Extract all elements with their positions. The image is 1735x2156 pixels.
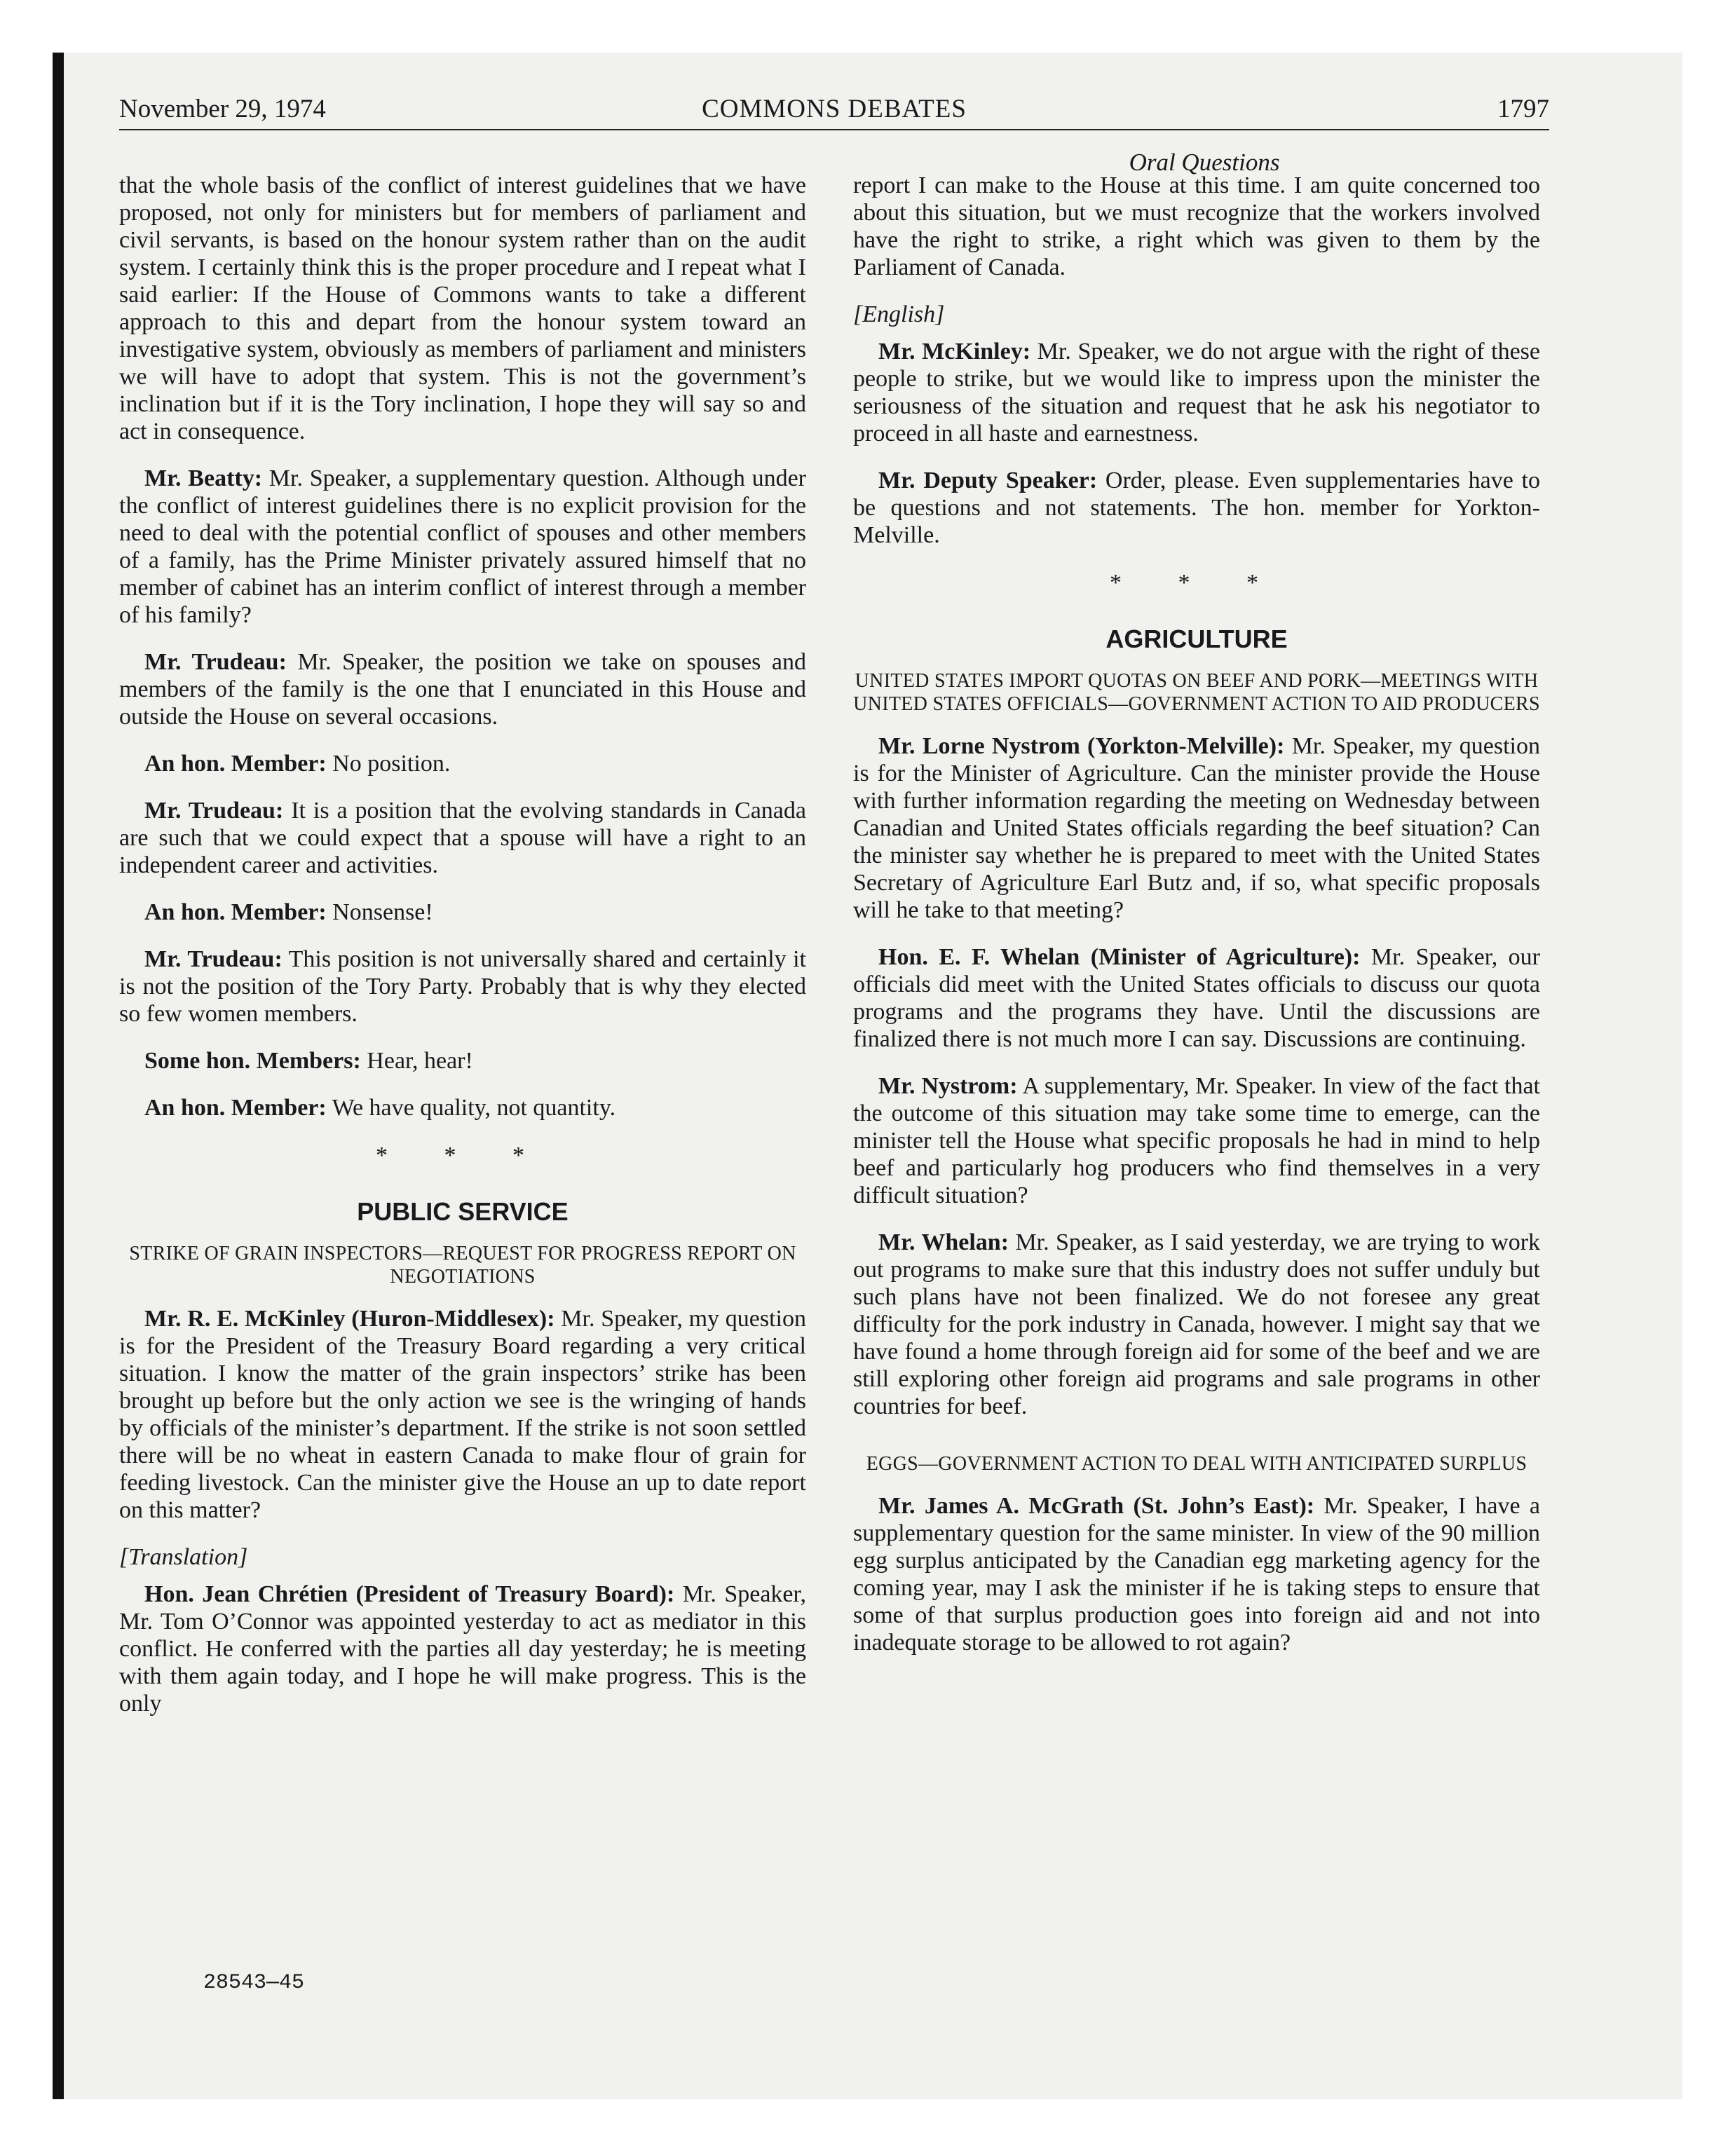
speech bbox=[119, 797, 806, 879]
header-rule bbox=[119, 129, 1549, 130]
speech bbox=[853, 1229, 1540, 1420]
section-title: AGRICULTURE bbox=[1105, 625, 1288, 653]
speaker-name: Hon. Jean Chrétien (President of Treasury Board): bbox=[144, 1581, 675, 1607]
speaker-name: Mr. Trudeau: bbox=[144, 946, 283, 972]
speaker-name: Mr. Trudeau: bbox=[144, 649, 287, 675]
speaker-name: An hon. Member: bbox=[144, 751, 327, 777]
speech-text: Mr. Speaker, I have a supplementary question for the same minister. In view of the 90 million egg surplus anticipated by the Canadian egg marketing agency for the coming year, may I ask the minister if he is taking steps to ensure that some of that surplus production goes into foreign aid and not into inadequate storage to be allowed to rot again? bbox=[853, 1493, 1540, 1656]
scan-edge bbox=[53, 53, 64, 2099]
left-column bbox=[119, 172, 806, 1737]
speech bbox=[119, 899, 806, 926]
speech-text: It is a position that the evolving standards in Canada are such that we could expect that a spouse will have a right to an independent career and activities. bbox=[119, 798, 806, 878]
speaker-name: Mr. Lorne Nystrom (Yorkton-Melville): bbox=[878, 733, 1285, 759]
header-page-number: 1797 bbox=[1497, 95, 1549, 123]
speech bbox=[853, 467, 1540, 549]
speech-text: No position. bbox=[326, 751, 451, 777]
paragraph: that the whole basis of the conflict of interest guidelines that we have proposed, not only for ministers but for members of parliament and civil servants, is based on the honour system rather than on the audit system. I certainly think this is the proper procedure and I repeat what I said earlier: If the House of Commons wants to take a different approach to this and depart from the honour system toward an investigative system, obviously as members of parliament and ministers we will have to adopt that system. This is not the government’s inclination but if it is the Tory inclination, I hope they will say so and act in consequence. bbox=[119, 172, 806, 444]
page-header bbox=[119, 91, 1549, 128]
speech-text: This position is not universally shared and certainly it is not the position of the Tory Party. Probably that is why they elected so few women members. bbox=[119, 946, 806, 1027]
speaker-name: Mr. James A. McGrath (St. John’s East): bbox=[878, 1493, 1315, 1519]
speech bbox=[119, 465, 806, 629]
speaker-name: Hon. E. F. Whelan (Minister of Agriculture): bbox=[878, 944, 1361, 970]
header-journal-title: COMMONS DEBATES bbox=[702, 95, 967, 123]
speech-text: We have quality, not quantity. bbox=[326, 1095, 616, 1121]
section-subtitle: EGGS—GOVERNMENT ACTION TO DEAL WITH ANTICIPATED SURPLUS bbox=[866, 1453, 1528, 1475]
speaker-name: Mr. Beatty: bbox=[144, 465, 263, 491]
speaker-name: Mr. Trudeau: bbox=[144, 798, 284, 824]
speech bbox=[119, 1581, 806, 1717]
section-label: Oral Questions bbox=[1129, 149, 1280, 176]
speech-text: Order, please. Even supplementaries have to be questions and not statements. The hon. member for Yorkton-Melville. bbox=[853, 468, 1540, 548]
footer-print-code: 28543—45 bbox=[203, 1971, 305, 1995]
speech bbox=[119, 946, 806, 1028]
speaker-name: Mr. McKinley: bbox=[878, 339, 1031, 364]
speech bbox=[119, 648, 806, 730]
section-divider-stars: * * * bbox=[1110, 570, 1284, 596]
speech bbox=[853, 1072, 1540, 1209]
speaker-name: Mr. Deputy Speaker: bbox=[878, 468, 1098, 493]
speech-text: Hear, hear! bbox=[360, 1048, 473, 1074]
speaker-name: Mr. Nystrom: bbox=[878, 1073, 1018, 1099]
speaker-name: Some hon. Members: bbox=[144, 1048, 361, 1074]
speaker-name: Mr. Whelan: bbox=[878, 1229, 1009, 1255]
speech-text: Mr. Speaker, we do not argue with the right of these people to strike, but we would like to impress upon the minister the seriousness of the situation and request that he ask his negotiator to proceed in all haste and earnestness. bbox=[853, 339, 1541, 446]
speaker-name: An hon. Member: bbox=[144, 1095, 327, 1121]
right-column bbox=[853, 172, 1540, 1676]
speech bbox=[853, 1492, 1540, 1656]
speech bbox=[119, 1305, 806, 1524]
section-subtitle: UNITED STATES IMPORT QUOTAS ON BEEF AND PORK—MEETINGS WITH UNITED STATES OFFICIALS—GOVERNMENT ACTION TO AID PRODUCERS bbox=[853, 670, 1540, 715]
speech-text: Mr. Speaker, my question is for the Minister of Agriculture. Can the minister provide the House with further information regarding the meeting on Wednesday between Canadian and United States officials regarding the beef situation? Can the minister say whether he is prepared to meet with the United States Secretary of Agriculture Earl Butz and, if so, what specific proposals will he take to that meeting? bbox=[853, 733, 1540, 923]
speaker-name: An hon. Member: bbox=[144, 899, 327, 925]
speech bbox=[119, 1047, 806, 1074]
speech-text: Mr. Speaker, my question is for the President of the Treasury Board regarding a very critical situation. I know the matter of the grain inspectors’ strike has been brought up before but the only action we see is the wringing of hands by officials of the minister’s department. If the strike is not soon settled there will be no wheat in eastern Canada to make flour of grain for feeding livestock. Can the minister give the House an up to date report on this matter? bbox=[119, 1306, 807, 1523]
speech bbox=[853, 732, 1540, 924]
speech bbox=[853, 943, 1540, 1053]
paragraph: report I can make to the House at this time. I am quite concerned too about this situation, but we must recognize that the workers involved have the right to strike, a right which was given to them by the Parliament of Canada. bbox=[853, 172, 1540, 280]
speech bbox=[853, 338, 1540, 447]
section-title: PUBLIC SERVICE bbox=[357, 1197, 569, 1226]
language-tag: [English] bbox=[853, 301, 945, 327]
speech-text: Mr. Speaker, Mr. Tom O’Connor was appointed yesterday to act as mediator in this conflict. He conferred with the parties all day yesterday; he is meeting with them again today, and I hope he will make progress. This is the only bbox=[119, 1581, 806, 1717]
speech-text: Mr. Speaker, a supplementary question. Although under the conflict of interest guidelines there is no explicit provision for the need to deal with the potential conflict of spouses and other members of a family, has the Prime Minister privately assured himself that no member of cabinet has an interim conflict of interest through a member of his family? bbox=[119, 465, 807, 628]
speech-text: Mr. Speaker, our officials did meet with the United States officials to discuss our quota programs and the programs they have. Until the discussions are finalized there is not much more I can say. Discussions are continuing. bbox=[853, 944, 1540, 1052]
speech-text: Mr. Speaker, as I said yesterday, we are trying to work out programs to make sure that this industry does not suffer unduly but such plans have not been finalized. We do not foresee any great difficulty for the pork industry in Canada, however. I might say that we have found a home through foreign aid for some of the beef and we are still exploring other foreign aid programs and sale programs in other countries for beef. bbox=[853, 1229, 1541, 1419]
speech-text: A supplementary, Mr. Speaker. In view of the fact that the outcome of this situation may take some time to emerge, can the minister tell the House what specific proposals he had in mind to help beef and particularly hog producers who find themselves in a very difficult situation? bbox=[853, 1073, 1540, 1208]
speech bbox=[119, 1094, 806, 1121]
speaker-name: Mr. R. E. McKinley (Huron-Middlesex): bbox=[144, 1306, 555, 1332]
section-subtitle: STRIKE OF GRAIN INSPECTORS—REQUEST FOR PROGRESS REPORT ON NEGOTIATIONS bbox=[129, 1243, 796, 1288]
language-tag: [Translation] bbox=[119, 1544, 248, 1570]
speech-text: Nonsense! bbox=[326, 899, 433, 925]
speech-text: Mr. Speaker, the position we take on spouses and members of the family is the one that I enunciated in this House and outside the House on several occasions. bbox=[119, 649, 806, 730]
section-divider-stars: * * * bbox=[376, 1142, 550, 1168]
header-date: November 29, 1974 bbox=[119, 95, 326, 123]
speech bbox=[119, 750, 806, 777]
